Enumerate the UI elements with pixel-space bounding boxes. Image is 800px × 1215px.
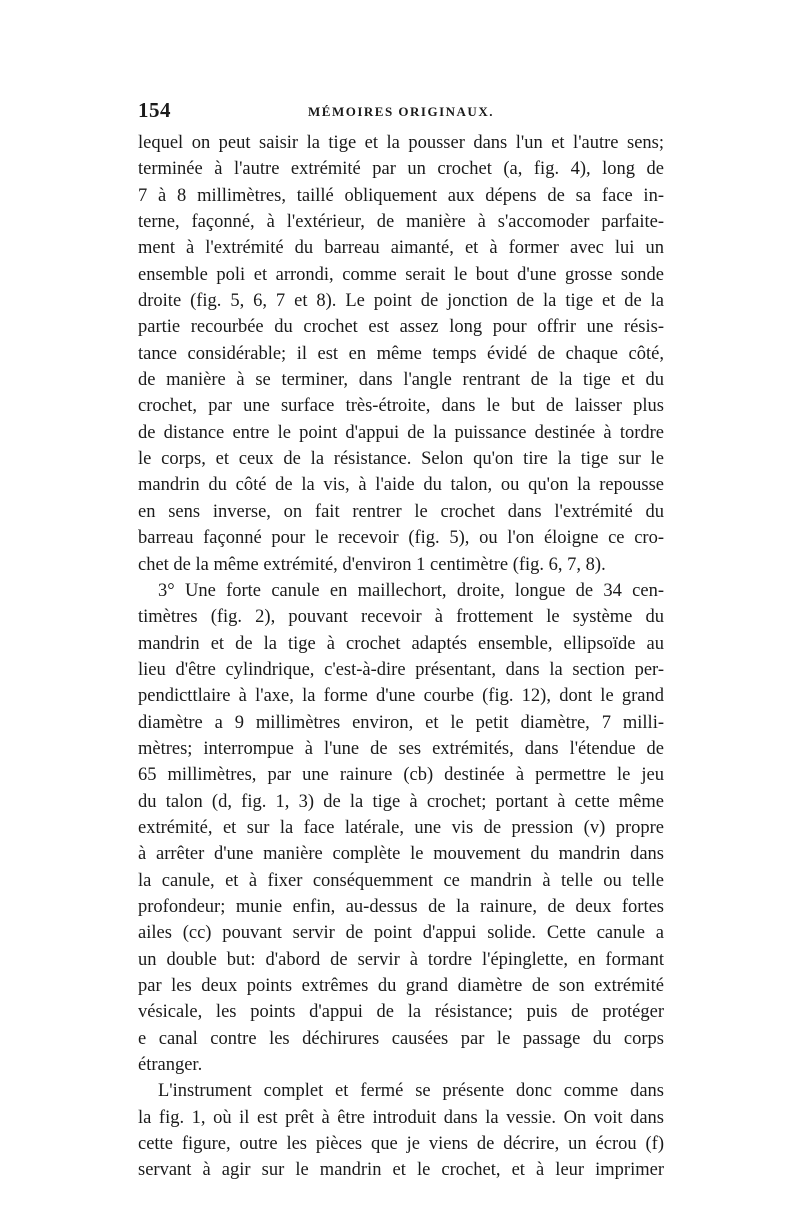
- text-line: L'instrument complet et fermé se présente donc comme dans: [158, 1081, 664, 1102]
- page-header: [138, 98, 664, 130]
- text-line: de distance entre le point d'appui de la puissance destinée à tordre: [138, 422, 664, 443]
- text-line: servant à agir sur le mandrin et le crochet, et à leur imprimer: [138, 1160, 664, 1181]
- text-line: diamètre a 9 millimètres environ, et le petit diamètre, 7 milli-: [138, 712, 664, 733]
- text-line: de manière à se terminer, dans l'angle rentrant de la tige et du: [138, 370, 664, 391]
- text-line: terne, façonné, à l'extérieur, de manière à s'accomoder parfaite-: [138, 212, 664, 233]
- text-line: 65 millimètres, par une rainure (cb) destinée à permettre le jeu: [138, 765, 664, 786]
- text-line: cette figure, outre les pièces que je viens de décrire, un écrou (f): [138, 1134, 664, 1155]
- text-line: pendicttlaire à l'axe, la forme d'une courbe (fig. 12), dont le grand: [138, 686, 664, 707]
- text-line: ensemble poli et arrondi, comme serait le bout d'une grosse sonde: [138, 264, 664, 285]
- text-line: profondeur; munie enfin, au-dessus de la rainure, de deux fortes: [138, 896, 664, 917]
- text-line: crochet, par une surface très-étroite, dans le but de laisser plus: [138, 396, 664, 417]
- text-line: timètres (fig. 2), pouvant recevoir à frottement le système du: [138, 607, 664, 628]
- text-line: droite (fig. 5, 6, 7 et 8). Le point de jonction de la tige et de la: [138, 291, 664, 312]
- text-line: du talon (d, fig. 1, 3) de la tige à crochet; portant à cette même: [138, 791, 664, 812]
- text-line: ailes (cc) pouvant servir de point d'appui solide. Cette canule a: [138, 923, 664, 944]
- text-line: 3° Une forte canule en maillechort, droite, longue de 34 cen-: [158, 580, 664, 601]
- text-line: extrémité, et sur la face latérale, une vis de pression (v) propre: [138, 817, 664, 838]
- text-line: partie recourbée du crochet est assez long pour offrir une résis-: [138, 317, 664, 338]
- text-line: en sens inverse, on fait rentrer le crochet dans l'extrémité du: [138, 501, 664, 522]
- text-line: lequel on peut saisir la tige et la pousser dans l'un et l'autre sens;: [138, 133, 664, 153]
- text-line: vésicale, les points d'appui de la résistance; puis de protéger: [138, 1002, 664, 1023]
- text-line: lieu d'être cylindrique, c'est-à-dire présentant, dans la section per-: [138, 659, 664, 680]
- text-line: à arrêter d'une manière complète le mouvement du mandrin dans: [138, 844, 664, 865]
- text-line: 7 à 8 millimètres, taillé obliquement aux dépens de sa face in-: [138, 185, 664, 206]
- text-line: mandrin et de la tige à crochet adaptés ensemble, ellipsoïde au: [138, 633, 664, 654]
- text-line: par les deux points extrêmes du grand diamètre de son extrémité: [138, 976, 664, 996]
- text-line: ment à l'extrémité du barreau aimanté, et à former avec lui un: [138, 238, 664, 259]
- body-text: [138, 130, 664, 1184]
- text-line: la canule, et à fixer conséquemment ce mandrin à telle ou telle: [138, 870, 664, 891]
- page-number: 154: [138, 98, 171, 122]
- running-head: MÉMOIRES ORIGINAUX.: [308, 104, 494, 119]
- text-line: chet de la même extrémité, d'environ 1 centimètre (fig. 6, 7, 8).: [138, 554, 606, 575]
- text-line: un double but: d'abord de servir à tordre l'épinglette, en formant: [138, 949, 664, 970]
- text-line: étranger.: [138, 1055, 203, 1076]
- text-line: barreau façonné pour le recevoir (fig. 5), ou l'on éloigne ce cro-: [138, 528, 664, 549]
- text-line: la fig. 1, où il est prêt à être introduit dans la vessie. On voit dans: [138, 1107, 664, 1128]
- text-line: le corps, et ceux de la résistance. Selon qu'on tire la tige sur le: [138, 449, 664, 470]
- text-line: e canal contre les déchirures causées par le passage du corps: [138, 1028, 664, 1049]
- text-line: terminée à l'autre extrémité par un crochet (a, fig. 4), long de: [138, 159, 664, 180]
- book-page: [138, 98, 664, 1184]
- text-line: mètres; interrompue à l'une de ses extrémités, dans l'étendue de: [138, 738, 664, 759]
- text-line: tance considérable; il est en même temps évidé de chaque côté,: [138, 343, 664, 364]
- text-line: mandrin du côté de la vis, à l'aide du talon, ou qu'on la repousse: [138, 475, 664, 496]
